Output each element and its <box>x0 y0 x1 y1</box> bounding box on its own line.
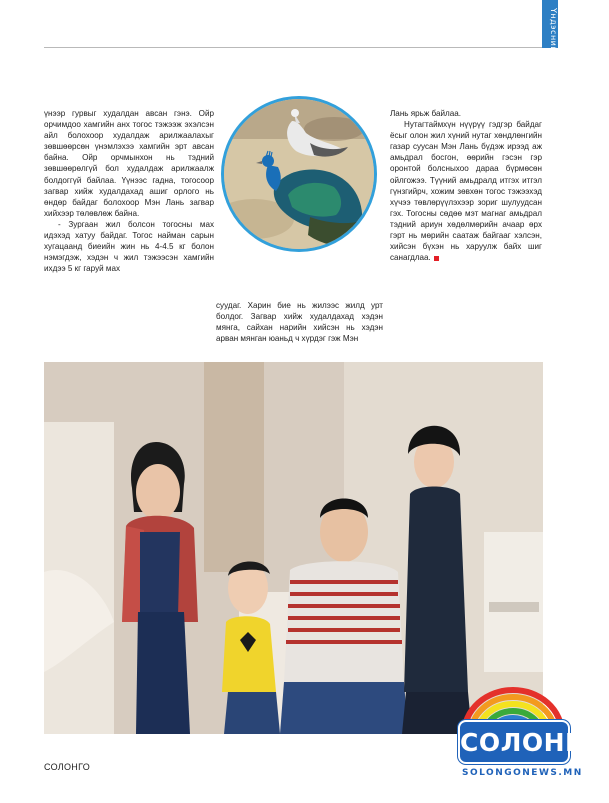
logo-name: СОЛОНГО <box>458 720 570 764</box>
article-column-2 <box>216 300 383 344</box>
article-paragraph <box>390 119 542 263</box>
family-photo <box>44 362 543 734</box>
footer-label: СОЛОНГО <box>44 762 91 772</box>
article-paragraph: үнээр гурвыг худалдан авсан гэнэ. Ойр орчимдоо хамгийн анх тогос тэжээж эхэлсэн айл болохоор худалдаж арилжаалахыг зөвшөөрсөн үнэмлэхээ хамгийн эрт авсан байна. Ойр орчмынхон нь тэдний зөвшөөрөлгүй бол худалдаж арилжаалж болдоггүй байлаа. Үүнээс гадна, тогосоор загвар хийж худалдахад ашиг орлого нь өндөр байдаг болохоор Мэн Лань загвар хийхээр төлөвлөж байна. <box>44 109 214 218</box>
logo-url: SOLONGONEWS.MN <box>462 768 583 778</box>
brand-logo <box>452 682 604 788</box>
article-paragraph: Лань ярьж байлаа. <box>390 109 461 118</box>
section-tab-label: Үндэсний <box>549 8 558 53</box>
article-paragraph: суудаг. Харин бие нь жилээс жилд урт болдог. Загвар хийж худалдахад хэдэн мянга, сайхан нарийн хийсэн нь хэдэн арван мянган юаньд ч хүрдэг гэж Мэн <box>216 301 383 344</box>
article-column-1 <box>44 108 214 274</box>
article-column-3 <box>390 108 542 263</box>
article-end-mark <box>434 256 439 261</box>
section-tab <box>542 0 558 53</box>
peacock-photo <box>221 96 377 252</box>
article-paragraph: - Зургаан жил болсон тогосны мах идэхэд хатуу байдаг. Тогос найман сарын хугацаанд биеийн жин нь 4-4.5 кг болон нэмэгдэж, хэдэн ч жил тэжээсэн хамгийн ихдээ 5 кг гаруй мах <box>44 219 214 274</box>
article-paragraph-text: Нутагтаймхүн нүүрүү гэдгэр байдаг ёсыг олон жил хүний нутаг хөндлөнгийн газар суусан Мэн Лань бүдэж ирээд аж амьдрал босгон, өөрийн гэсэн гэр оронтой болсныхоо дараа бүрмөсөн ойлгожээ. Түүний амьдралд итгэх итгэл гүнзгийрч, хожим зөвхөн тогос тэжээхэд хүчээ төвлөрүүлэхээр зориг шулуудсан гэх. Тогосны сөдөө мэт магнаг амьдрал тэдний ариун хөдөлмөрийн ачаар өрх гэрт нь мөрийн саатаж байгааг хэлсэн, хийсэн бүхэн нь харуулж байх шиг санагдлаа. <box>390 120 542 263</box>
header-rule <box>44 47 542 48</box>
